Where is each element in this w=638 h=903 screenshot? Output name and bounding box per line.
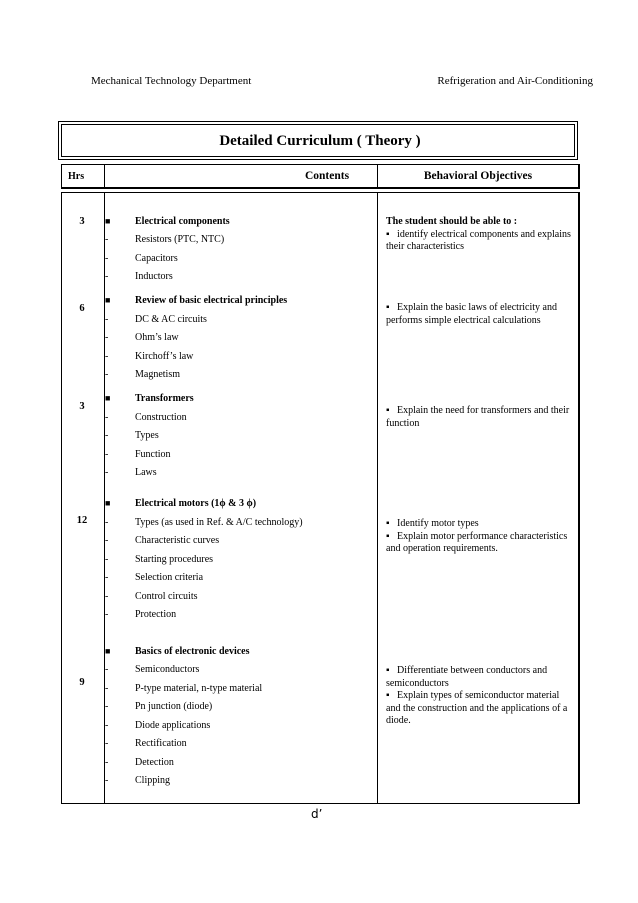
bullet-icon: ▪ <box>386 690 393 701</box>
dash-icon: - <box>105 572 109 583</box>
objective-item: ▪ Explain the need for transformers and their function <box>386 405 570 429</box>
section-heading: Basics of electronic devices <box>135 646 250 657</box>
list-item: Ohm’s law <box>135 332 179 343</box>
dash-icon: - <box>105 412 109 423</box>
list-item: Clipping <box>135 775 171 786</box>
objective-item: ▪ Differentiate between conductors and semiconductors <box>386 665 548 689</box>
section-heading: Review of basic electrical principles <box>135 295 288 306</box>
bullet-icon: ▪ <box>386 530 393 542</box>
page-title: Detailed Curriculum ( Theory ) <box>219 133 421 149</box>
hours-value: 9 <box>79 677 85 688</box>
dash-icon: - <box>105 271 109 282</box>
dash-icon: - <box>105 430 109 441</box>
dash-icon: - <box>105 517 109 528</box>
bullet-icon: ■ <box>105 216 111 226</box>
dash-icon: - <box>105 253 109 264</box>
list-item: P-type material, n-type material <box>135 683 263 694</box>
bullet-icon: ■ <box>105 646 111 656</box>
dash-icon: - <box>105 701 109 712</box>
list-item: Characteristic curves <box>135 535 220 546</box>
objectives-block <box>386 216 576 254</box>
bullet-icon: ▪ <box>386 518 393 529</box>
list-item: Control circuits <box>135 591 198 602</box>
dash-icon: - <box>105 775 109 786</box>
list-item: Capacitors <box>135 253 178 264</box>
table-header <box>61 164 580 189</box>
list-item: DC & AC circuits <box>135 314 207 325</box>
list-item: Resistors (PTC, NTC) <box>135 234 225 245</box>
dash-icon: - <box>105 535 109 546</box>
page-footer: d’ <box>311 807 323 821</box>
section-heading: Transformers <box>135 393 194 404</box>
objectives-block <box>386 405 576 430</box>
list-item: Selection criteria <box>135 572 204 583</box>
section-heading: Electrical components <box>135 216 230 227</box>
list-item: Diode applications <box>135 720 211 731</box>
dash-icon: - <box>105 467 109 478</box>
list-item: Detection <box>135 757 174 768</box>
dash-icon: - <box>105 609 109 620</box>
hours-value: 3 <box>79 401 85 412</box>
dash-icon: - <box>105 314 109 325</box>
col-contents-header: Contents <box>304 170 350 182</box>
divider <box>377 164 378 188</box>
hours-value: 12 <box>76 515 88 526</box>
col-objectives-header: Behavioral Objectives <box>423 170 533 182</box>
dash-icon: - <box>105 234 109 245</box>
objectives-block <box>386 665 576 728</box>
header-department: Mechanical Technology Department <box>91 75 252 87</box>
list-item: Inductors <box>135 271 173 282</box>
bullet-icon: ■ <box>105 393 111 403</box>
objectives-block <box>386 302 576 327</box>
hours-value: 3 <box>79 216 85 227</box>
dash-icon: - <box>105 664 109 675</box>
objective-item: ▪ Explain types of semiconductor material and the construction and the applications of a diode. <box>386 690 568 726</box>
bullet-icon: ▪ <box>386 405 393 416</box>
list-item: Starting procedures <box>135 554 214 565</box>
dash-icon: - <box>105 720 109 731</box>
dash-icon: - <box>105 369 109 380</box>
list-item: Protection <box>135 609 177 620</box>
list-item: Types (as used in Ref. & A/C technology) <box>135 517 303 528</box>
dash-icon: - <box>105 554 109 565</box>
section-heading: Electrical motors (1ϕ & 3 ϕ) <box>135 498 257 509</box>
divider <box>377 192 378 804</box>
bullet-icon: ▪ <box>386 228 393 240</box>
dash-icon: - <box>105 449 109 460</box>
objective-item: ▪ identify electrical components and explains their characteristics <box>386 228 571 252</box>
list-item: Construction <box>135 412 187 423</box>
list-item: Laws <box>135 467 157 478</box>
list-item: Semiconductors <box>135 664 200 675</box>
header-course: Refrigeration and Air-Conditioning <box>437 75 593 87</box>
bullet-icon: ▪ <box>386 665 393 676</box>
dash-icon: - <box>105 332 109 343</box>
col-hrs-header: Hrs <box>68 171 85 182</box>
bullet-icon: ▪ <box>386 302 393 313</box>
list-item: Magnetism <box>135 369 180 380</box>
list-item: Function <box>135 449 171 460</box>
list-item: Pn junction (diode) <box>135 701 213 712</box>
objective-item: ▪ Explain the basic laws of electricity and performs simple electrical calculations <box>386 302 557 326</box>
objective-item: ▪ Explain motor performance characteristics and operation requirements. <box>386 530 568 554</box>
list-item: Rectification <box>135 738 187 749</box>
objectives-block <box>386 518 576 556</box>
bullet-icon: ■ <box>105 498 111 508</box>
dash-icon: - <box>105 351 109 362</box>
dash-icon: - <box>105 738 109 749</box>
hours-value: 6 <box>79 303 85 314</box>
list-item: Kirchoff’s law <box>135 351 194 362</box>
bullet-icon: ■ <box>105 295 111 305</box>
dash-icon: - <box>105 591 109 602</box>
dash-icon: - <box>105 757 109 768</box>
divider <box>104 164 105 188</box>
objectives-intro: The student should be able to : <box>386 216 518 227</box>
list-item: Types <box>135 430 159 441</box>
objective-item: ▪ Identify motor types <box>386 518 479 529</box>
dash-icon: - <box>105 683 109 694</box>
